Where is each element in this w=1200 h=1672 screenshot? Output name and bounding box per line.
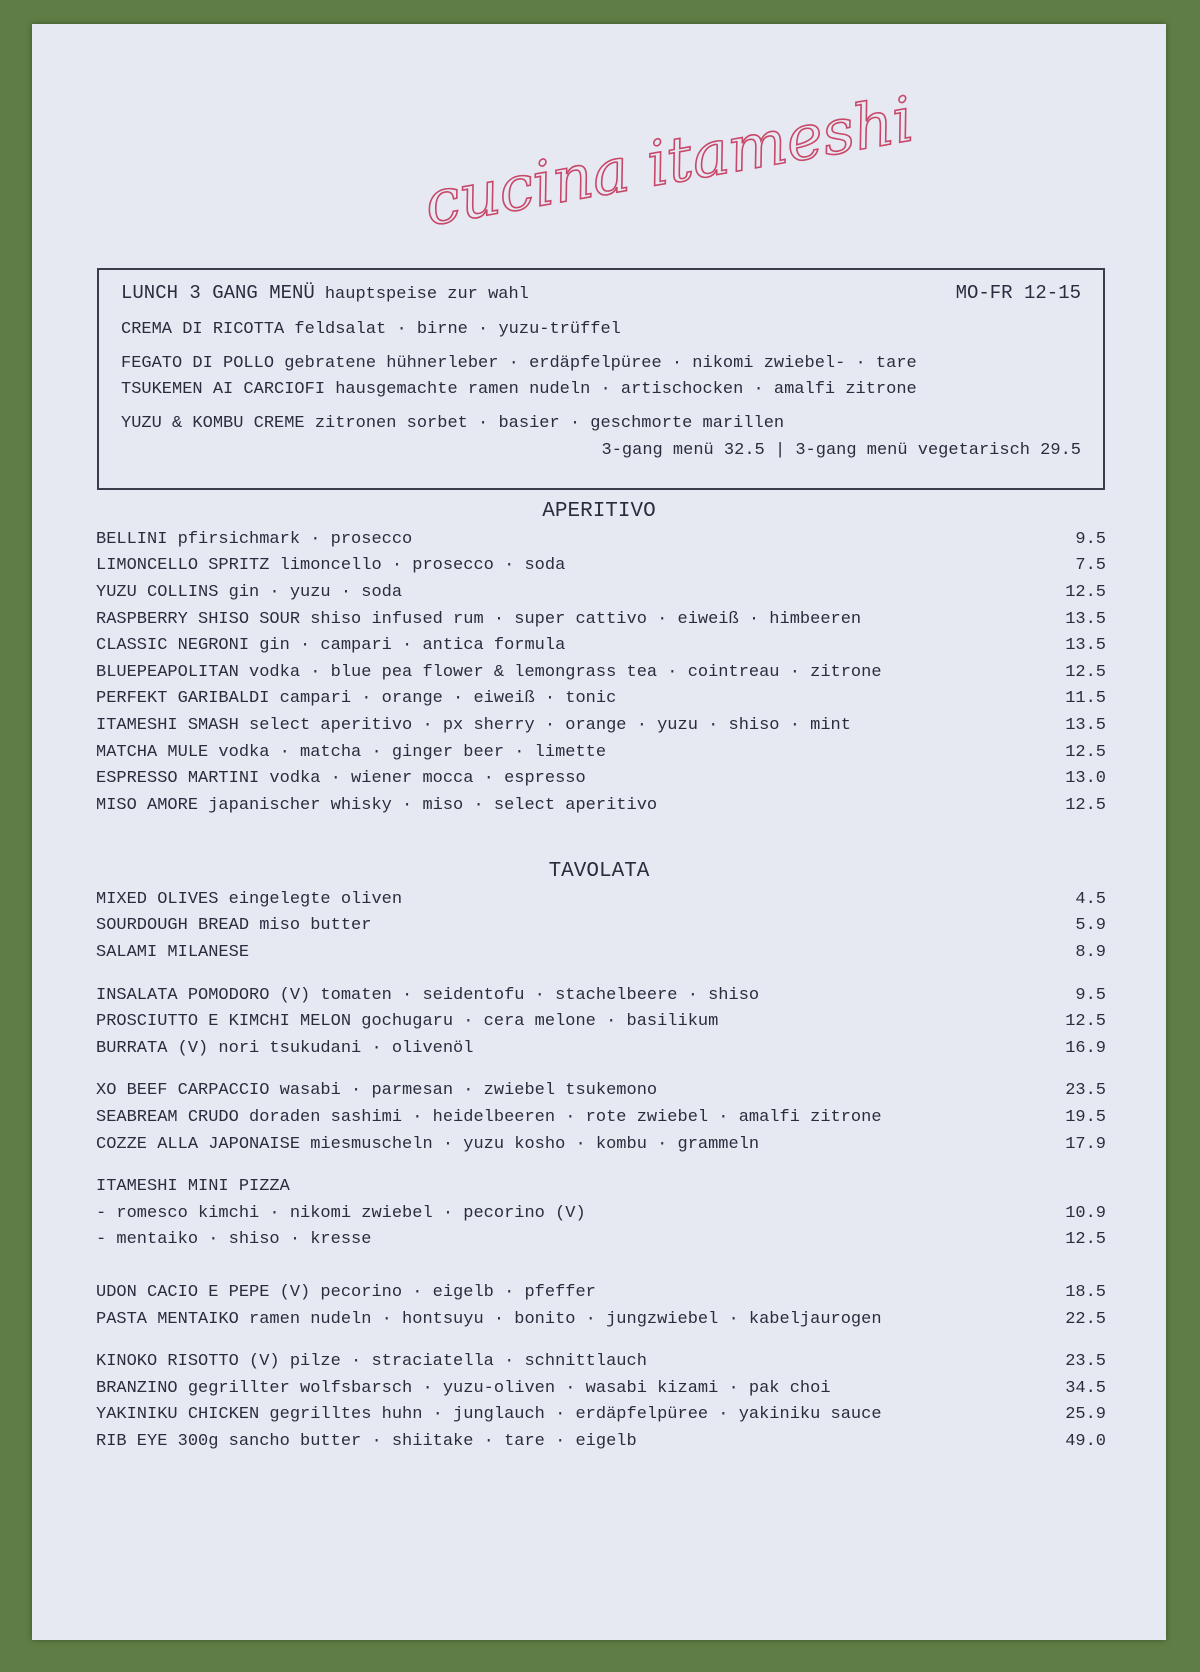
menu-item-price: 7.5 — [1075, 556, 1106, 576]
menu-item-price: 12.5 — [1065, 1230, 1106, 1250]
menu-item-price: 12.5 — [1065, 662, 1106, 682]
menu-item-price: 11.5 — [1065, 689, 1106, 709]
menu-item-description: RIB EYE 300g sancho butter · shiitake · tare · eigelb — [96, 1431, 637, 1451]
menu-item-description: COZZE ALLA JAPONAISE miesmuscheln · yuzu kosho · kombu · grammeln — [96, 1134, 760, 1154]
menu-item — [96, 1428, 1106, 1455]
menu-group — [96, 1078, 1106, 1158]
menu-item-price: 13.0 — [1065, 769, 1106, 789]
menu-item-description: RASPBERRY SHISO SOUR shiso infused rum · super cattivo · eiweiß · himbeeren — [96, 609, 862, 629]
menu-item-price: 13.5 — [1065, 636, 1106, 656]
menu-item — [96, 1348, 1106, 1375]
menu-group — [96, 1348, 1106, 1454]
menu-item-price: 10.9 — [1065, 1203, 1106, 1223]
menu-item — [96, 1173, 1106, 1200]
lunch-starter: CREMA DI RICOTTA feldsalat · birne · yuzu-trüffel — [121, 320, 621, 339]
menu-item — [96, 553, 1106, 580]
menu-item — [96, 1227, 1106, 1254]
menu-item-description: UDON CACIO E PEPE (V) pecorino · eigelb · pfeffer — [96, 1282, 596, 1302]
menu-item-price: 9.5 — [1075, 529, 1106, 549]
menu-item-price: 12.5 — [1065, 582, 1106, 602]
tavolata-list — [96, 886, 1106, 1471]
lunch-main-2: TSUKEMEN AI CARCIOFI hausgemachte ramen nudeln · artischocken · amalfi zitrone — [121, 380, 917, 399]
menu-item-description: PASTA MENTAIKO ramen nudeln · hontsuyu · bonito · jungzwiebel · kabeljaurogen — [96, 1309, 882, 1329]
aperitivo-list — [96, 526, 1106, 819]
lunch-subtitle: hauptspeise zur wahl — [324, 285, 529, 304]
menu-item — [96, 1035, 1106, 1062]
menu-item-description: KINOKO RISOTTO (V) pilze · straciatella · schnittlauch — [96, 1352, 647, 1372]
menu-item-description: ESPRESSO MARTINI vodka · wiener mocca · espresso — [96, 769, 586, 789]
menu-item-description: MATCHA MULE vodka · matcha · ginger beer · limette — [96, 742, 607, 762]
brand-logo — [412, 94, 912, 234]
menu-group — [96, 1279, 1106, 1332]
menu-item-price: 12.5 — [1065, 1012, 1106, 1032]
menu-item-description: SOURDOUGH BREAD miso butter — [96, 916, 372, 936]
menu-item — [96, 632, 1106, 659]
section-title-tavolata: TAVOLATA — [548, 860, 650, 883]
menu-item-price: 23.5 — [1065, 1081, 1106, 1101]
menu-item-price: 13.5 — [1065, 715, 1106, 735]
lunch-header — [121, 282, 1081, 304]
menu-item-price: 13.5 — [1065, 609, 1106, 629]
menu-item-price: 25.9 — [1065, 1405, 1106, 1425]
menu-item-price: 12.5 — [1065, 795, 1106, 815]
brand-script-logo — [412, 94, 912, 234]
menu-item-description: YUZU COLLINS gin · yuzu · soda — [96, 582, 403, 602]
brand-logo-text: cucina itameshi — [419, 94, 912, 234]
lunch-prices: 3-gang menü 32.5 | 3-gang menü vegetarisch 29.5 — [601, 441, 1081, 460]
menu-item-description: - romesco kimchi · nikomi zwiebel · pecorino (V) — [96, 1203, 586, 1223]
menu-item — [96, 1402, 1106, 1429]
menu-item-description: SEABREAM CRUDO doraden sashimi · heidelbeeren · rote zwiebel · amalfi zitrone — [96, 1107, 882, 1127]
lunch-menu-box — [97, 268, 1105, 490]
section-title-aperitivo: APERITIVO — [542, 500, 656, 523]
menu-item — [96, 982, 1106, 1009]
menu-item — [96, 1131, 1106, 1158]
menu-group — [96, 982, 1106, 1062]
menu-item-price: 23.5 — [1065, 1352, 1106, 1372]
menu-item-description: YAKINIKU CHICKEN gegrilltes huhn · junglauch · erdäpfelpüree · yakiniku sauce — [96, 1405, 882, 1425]
menu-item-description: BRANZINO gegrillter wolfsbarsch · yuzu-oliven · wasabi kizami · pak choi — [96, 1378, 831, 1398]
menu-item — [96, 1375, 1106, 1402]
menu-item-price: 12.5 — [1065, 742, 1106, 762]
menu-item-description: INSALATA POMODORO (V) tomaten · seidentofu · stachelbeere · shiso — [96, 985, 760, 1005]
menu-paper — [32, 24, 1166, 1640]
menu-item — [96, 765, 1106, 792]
menu-item — [96, 579, 1106, 606]
menu-item — [96, 792, 1106, 819]
menu-item-description: XO BEEF CARPACCIO wasabi · parmesan · zwiebel tsukemono — [96, 1081, 658, 1101]
menu-item-description: BLUEPEAPOLITAN vodka · blue pea flower & lemongrass tea · cointreau · zitrone — [96, 662, 882, 682]
menu-item — [96, 1279, 1106, 1306]
menu-item-price: 9.5 — [1075, 985, 1106, 1005]
menu-item-price: 18.5 — [1065, 1282, 1106, 1302]
menu-item-description: MISO AMORE japanischer whisky · miso · select aperitivo — [96, 795, 658, 815]
lunch-title: LUNCH 3 GANG MENÜ — [121, 282, 315, 304]
menu-item-price: 5.9 — [1075, 916, 1106, 936]
menu-item-price: 22.5 — [1065, 1309, 1106, 1329]
menu-item — [96, 526, 1106, 553]
menu-item — [96, 1008, 1106, 1035]
menu-item — [96, 886, 1106, 913]
menu-group — [96, 1173, 1106, 1253]
menu-item-description: BELLINI pfirsichmark · prosecco — [96, 529, 413, 549]
menu-item-description: SALAMI MILANESE — [96, 942, 250, 962]
menu-item-description: CLASSIC NEGRONI gin · campari · antica formula — [96, 636, 566, 656]
menu-item-price: 8.9 — [1075, 942, 1106, 962]
menu-item-price: 4.5 — [1075, 889, 1106, 909]
menu-item — [96, 913, 1106, 940]
menu-item-price: 19.5 — [1065, 1107, 1106, 1127]
menu-item — [96, 939, 1106, 966]
menu-item — [96, 1104, 1106, 1131]
menu-item-description: ITAMESHI MINI PIZZA — [96, 1177, 290, 1197]
menu-item-price: 49.0 — [1065, 1431, 1106, 1451]
menu-item-description: - mentaiko · shiso · kresse — [96, 1230, 372, 1250]
menu-item-price: 16.9 — [1065, 1038, 1106, 1058]
menu-item-description: ITAMESHI SMASH select aperitivo · px sherry · orange · yuzu · shiso · mint — [96, 715, 851, 735]
menu-item — [96, 659, 1106, 686]
menu-item — [96, 739, 1106, 766]
menu-item — [96, 1078, 1106, 1105]
menu-item-description: PROSCIUTTO E KIMCHI MELON gochugaru · cera melone · basilikum — [96, 1012, 719, 1032]
menu-item-price: 17.9 — [1065, 1134, 1106, 1154]
menu-item — [96, 1306, 1106, 1333]
menu-item — [96, 712, 1106, 739]
menu-item — [96, 606, 1106, 633]
menu-item-price: 34.5 — [1065, 1378, 1106, 1398]
menu-item-description: BURRATA (V) nori tsukudani · olivenöl — [96, 1038, 474, 1058]
menu-item — [96, 686, 1106, 713]
menu-item-description: PERFEKT GARIBALDI campari · orange · eiweiß · tonic — [96, 689, 617, 709]
menu-item — [96, 1200, 1106, 1227]
lunch-hours: MO-FR 12-15 — [955, 282, 1081, 304]
menu-item-description: MIXED OLIVES eingelegte oliven — [96, 889, 403, 909]
menu-group — [96, 886, 1106, 966]
lunch-dessert: YUZU & KOMBU CREME zitronen sorbet · basier · geschmorte marillen — [121, 414, 785, 433]
lunch-main-1: FEGATO DI POLLO gebratene hühnerleber · erdäpfelpüree · nikomi zwiebel- · tare — [121, 354, 917, 373]
menu-item-description: LIMONCELLO SPRITZ limoncello · prosecco · soda — [96, 556, 566, 576]
